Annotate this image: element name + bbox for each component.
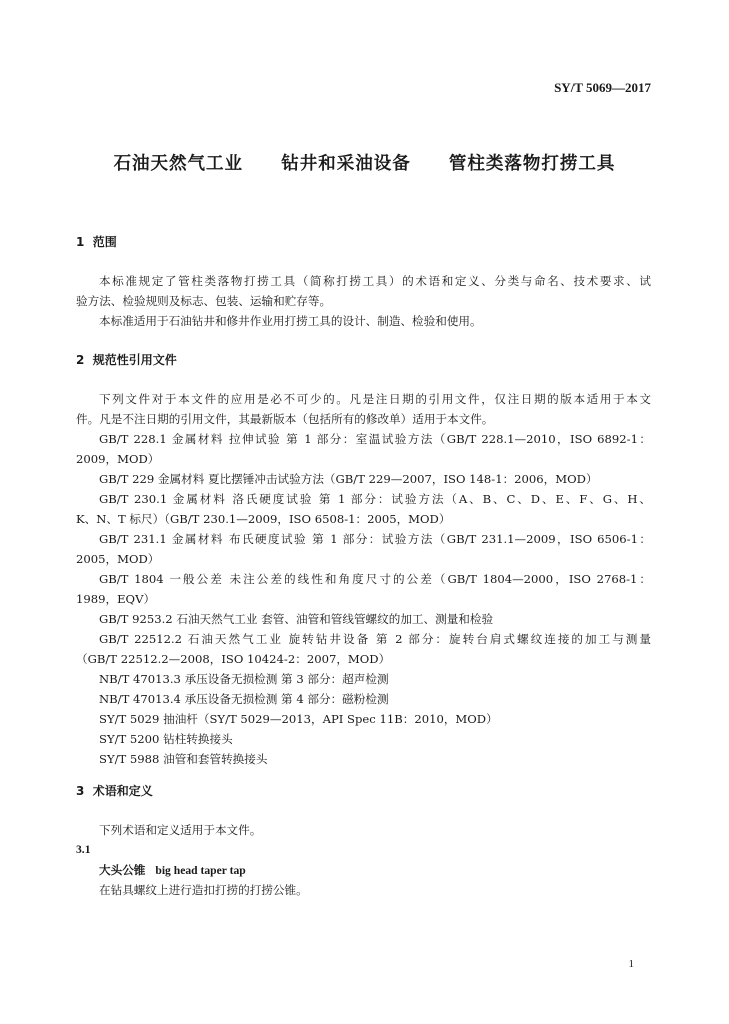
term-heading bbox=[99, 862, 246, 879]
term-chinese: 大头公锥 bbox=[99, 863, 146, 877]
reference-line: SY/T 5200 钻柱转换接头 bbox=[99, 732, 233, 746]
reference-line: （GB/T 22512.2—2008，ISO 10424-2：2007，MOD） bbox=[76, 652, 391, 666]
term-english: big head taper tap bbox=[155, 864, 246, 877]
section-2-heading: 2 规范性引用文件 bbox=[76, 353, 177, 367]
section-1-line: 本标准规定了管柱类落物打捞工具（简称打捞工具）的术语和定义、分类与命名、技术要求、试 bbox=[99, 274, 651, 288]
reference-line: 2009，MOD） bbox=[76, 452, 160, 466]
reference-line: SY/T 5029 抽油杆（SY/T 5029—2013，API Spec 11B：2010，MOD） bbox=[99, 712, 498, 726]
term-number: 3.1 bbox=[76, 843, 91, 856]
reference-line: NB/T 47013.3 承压设备无损检测 第 3 部分：超声检测 bbox=[99, 672, 389, 686]
section-1-line: 验方法、检验规则及标志、包装、运输和贮存等。 bbox=[76, 294, 332, 308]
page-number: 1 bbox=[628, 958, 634, 970]
reference-line: 1989，EQV） bbox=[76, 592, 156, 606]
reference-line: GB/T 1804 一般公差 未注公差的线性和角度尺寸的公差（GB/T 1804—2000，ISO 2768-1： bbox=[99, 572, 651, 586]
reference-line: GB/T 230.1 金属材料 洛氏硬度试验 第 1 部分：试验方法（A、B、C、D、E、F、G、H、 bbox=[99, 492, 651, 506]
reference-line: GB/T 231.1 金属材料 布氏硬度试验 第 1 部分：试验方法（GB/T 231.1—2009，ISO 6506-1： bbox=[99, 532, 651, 546]
reference-line: 件。凡是不注日期的引用文件，其最新版本（包括所有的修改单）适用于本文件。 bbox=[76, 412, 494, 426]
section-1-line: 本标准适用于石油钻井和修井作业用打捞工具的设计、制造、检验和使用。 bbox=[99, 314, 482, 328]
reference-line: SY/T 5988 油管和套管转换接头 bbox=[99, 752, 268, 766]
reference-line: NB/T 47013.4 承压设备无损检测 第 4 部分：磁粉检测 bbox=[99, 692, 389, 706]
reference-line: GB/T 228.1 金属材料 拉伸试验 第 1 部分：室温试验方法（GB/T 228.1—2010，ISO 6892-1： bbox=[99, 432, 651, 446]
reference-line: GB/T 229 金属材料 夏比摆锤冲击试验方法（GB/T 229—2007，ISO 148-1：2006，MOD） bbox=[99, 472, 598, 486]
document-title: 石油天然气工业 钻井和采油设备 管柱类落物打捞工具 bbox=[113, 154, 616, 174]
section-3-heading: 3 术语和定义 bbox=[76, 784, 153, 798]
terms-intro: 下列术语和定义适用于本文件。 bbox=[99, 823, 262, 837]
reference-line: 2005，MOD） bbox=[76, 552, 160, 566]
term-definition: 在钻具螺纹上进行造扣打捞的打捞公锥。 bbox=[99, 883, 308, 897]
standard-code: SY/T 5069—2017 bbox=[554, 80, 651, 95]
reference-line: K、N、T 标尺）（GB/T 230.1—2009，ISO 6508-1：2005，MOD） bbox=[76, 512, 451, 526]
reference-line: GB/T 22512.2 石油天然气工业 旋转钻井设备 第 2 部分：旋转台肩式螺纹连接的加工与测量 bbox=[99, 632, 651, 646]
section-1-heading: 1 范围 bbox=[76, 235, 117, 249]
reference-line: GB/T 9253.2 石油天然气工业 套管、油管和管线管螺纹的加工、测量和检验 bbox=[99, 612, 494, 626]
reference-line: 下列文件对于本文件的应用是必不可少的。凡是注日期的引用文件，仅注日期的版本适用于本文 bbox=[99, 392, 651, 406]
